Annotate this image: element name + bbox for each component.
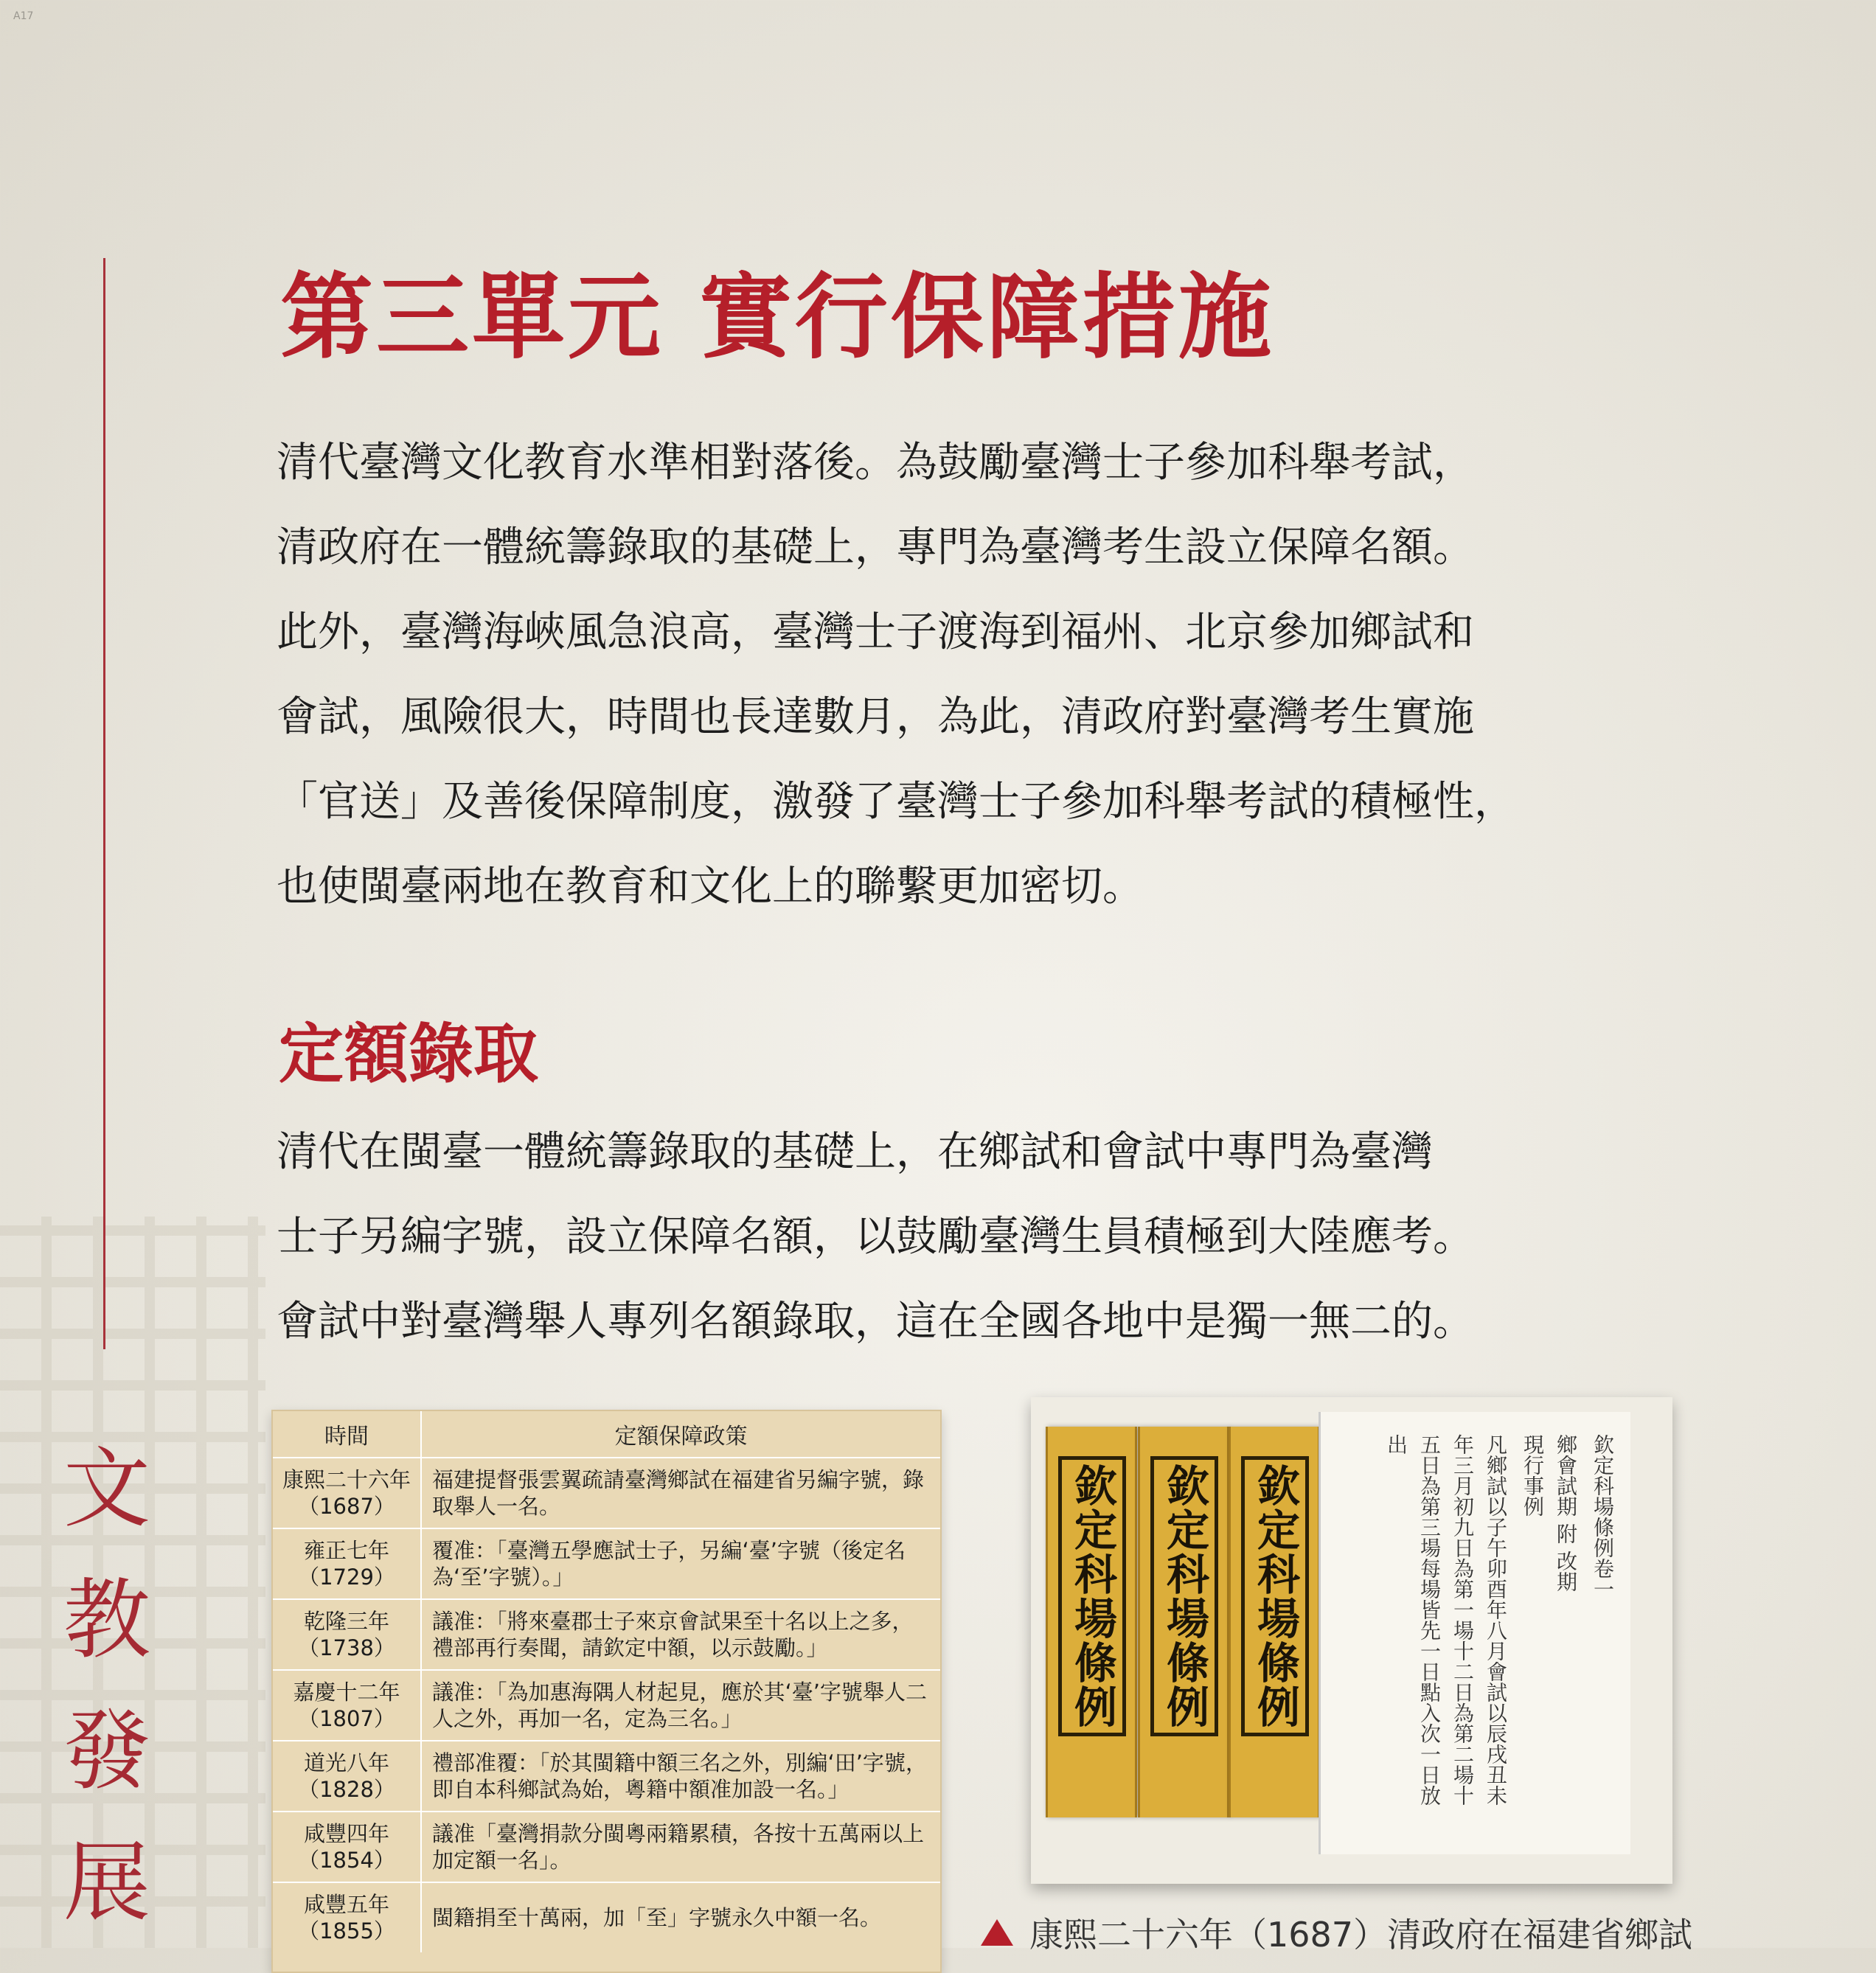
table-row [273, 1458, 940, 1528]
vertical-divider-line [103, 258, 105, 1349]
row-policy: 福建提督張雲翼疏請臺灣鄉試在福建省另編字號，錄取舉人一名。 [421, 1458, 940, 1528]
table-row [273, 1812, 940, 1882]
page-number: A17 [13, 10, 34, 22]
intro-line: 此外，臺灣海峽風急浪高，臺灣士子渡海到福州、北京參加鄉試和 [277, 608, 1474, 656]
section-line: 會試中對臺灣舉人專列名額錄取，這在全國各地中是獨一無二的。 [277, 1298, 1474, 1346]
row-time: 嘉慶十二年（1807） [273, 1670, 421, 1741]
book-volume [1229, 1427, 1320, 1817]
table-row [273, 1882, 940, 1952]
book-spine-label [1241, 1456, 1309, 1736]
book-spine-label [1058, 1456, 1126, 1736]
intro-paragraph [277, 420, 1515, 929]
spine-text: 欽定科場條例 [1159, 1464, 1209, 1729]
photo-caption [981, 1908, 1692, 1957]
section-subtitle: 定額錄取 [279, 1015, 539, 1092]
table-row [273, 1528, 940, 1599]
page-column: 五日為第三場每場皆先一日點入次一日放 [1417, 1434, 1442, 1806]
row-policy: 議准：「將來臺郡士子來京會試果至十名以上之多，禮部再行奏聞，請欽定中額，以示鼓勵。」 [421, 1599, 940, 1670]
section-paragraph [277, 1110, 1474, 1364]
row-time: 道光八年（1828） [273, 1741, 421, 1812]
section-line: 士子另編字號，設立保障名額，以鼓勵臺灣生員積極到大陸應考。 [277, 1213, 1474, 1261]
row-policy: 覆准：「臺灣五學應試士子，另編‘臺’字號（後定名為‘至’字號）。」 [421, 1528, 940, 1599]
open-book-page [1319, 1412, 1630, 1854]
row-policy: 議准：「為加惠海隅人材起見，應於其‘臺’字號舉人二人之外，再加一名，定為三名。」 [421, 1670, 940, 1741]
intro-line: 也使閩臺兩地在教育和文化上的聯繫更加密切。 [277, 863, 1144, 911]
row-time: 雍正七年（1729） [273, 1528, 421, 1599]
page-column: 欽定科場條例卷一 [1591, 1434, 1615, 1599]
row-policy: 閩籍捐至十萬兩，加「至」字號永久中額一名。 [421, 1882, 940, 1952]
row-time: 乾隆三年（1738） [273, 1599, 421, 1670]
table-row [273, 1741, 940, 1812]
book-spine-label [1150, 1456, 1218, 1736]
column-header-policy: 定額保障政策 [421, 1411, 940, 1458]
page-column: 現行事例 [1521, 1434, 1545, 1517]
row-time: 咸豐四年（1854） [273, 1812, 421, 1882]
row-time: 咸豐五年（1855） [273, 1882, 421, 1952]
unit-title: 第三單元 實行保障措施 [280, 262, 1274, 372]
book-volume [1046, 1427, 1137, 1817]
vertical-title-char: 展 [63, 1831, 150, 1933]
section-line: 清代在閩臺一體統籌錄取的基礎上，在鄉試和會試中專門為臺灣 [277, 1128, 1433, 1176]
page-column: 鄉會試期 附 改期 [1554, 1434, 1578, 1592]
row-policy: 議准「臺灣捐款分閩粵兩籍累積，各按十五萬兩以上加定額一名」。 [421, 1812, 940, 1882]
page-column: 出 [1384, 1434, 1408, 1455]
triangle-icon [981, 1919, 1013, 1946]
row-policy: 禮部准覆：「於其閩籍中額三名之外，別編‘田’字號，即自本科鄉試為始，粵籍中額准加設一名。」 [421, 1741, 940, 1812]
row-time: 康熙二十六年（1687） [273, 1458, 421, 1528]
page-column: 凡鄉試以子午卯酉年八月會試以辰戌丑未 [1484, 1434, 1508, 1806]
vertical-title-char: 教 [63, 1569, 150, 1671]
vertical-title-char: 發 [63, 1700, 150, 1802]
caption-text: 康熙二十六年（1687）清政府在福建省鄉試 [1029, 1915, 1693, 1955]
column-header-time: 時間 [273, 1411, 421, 1458]
intro-line: 會試，風險很大，時間也長達數月，為此，清政府對臺灣考生實施 [277, 693, 1474, 741]
vertical-section-title [52, 1423, 162, 1948]
intro-line: 清代臺灣文化教育水準相對落後。為鼓勵臺灣士子參加科舉考試， [277, 439, 1474, 487]
table-row [273, 1670, 940, 1741]
spine-text: 欽定科場條例 [1250, 1464, 1300, 1729]
table-row [273, 1599, 940, 1670]
spine-text: 欽定科場條例 [1067, 1464, 1117, 1729]
vertical-title-char: 文 [63, 1438, 150, 1539]
page-column: 年三月初九日為第一場十二日為第二場十 [1451, 1434, 1475, 1806]
book-photo [1031, 1397, 1672, 1884]
book-volume [1138, 1427, 1229, 1817]
intro-line: 清政府在一體統籌錄取的基礎上，專門為臺灣考生設立保障名額。 [277, 523, 1474, 571]
intro-line: 「官送」及善後保障制度，激發了臺灣士子參加科舉考試的積極性， [277, 778, 1515, 826]
quota-policy-table [271, 1410, 942, 1973]
